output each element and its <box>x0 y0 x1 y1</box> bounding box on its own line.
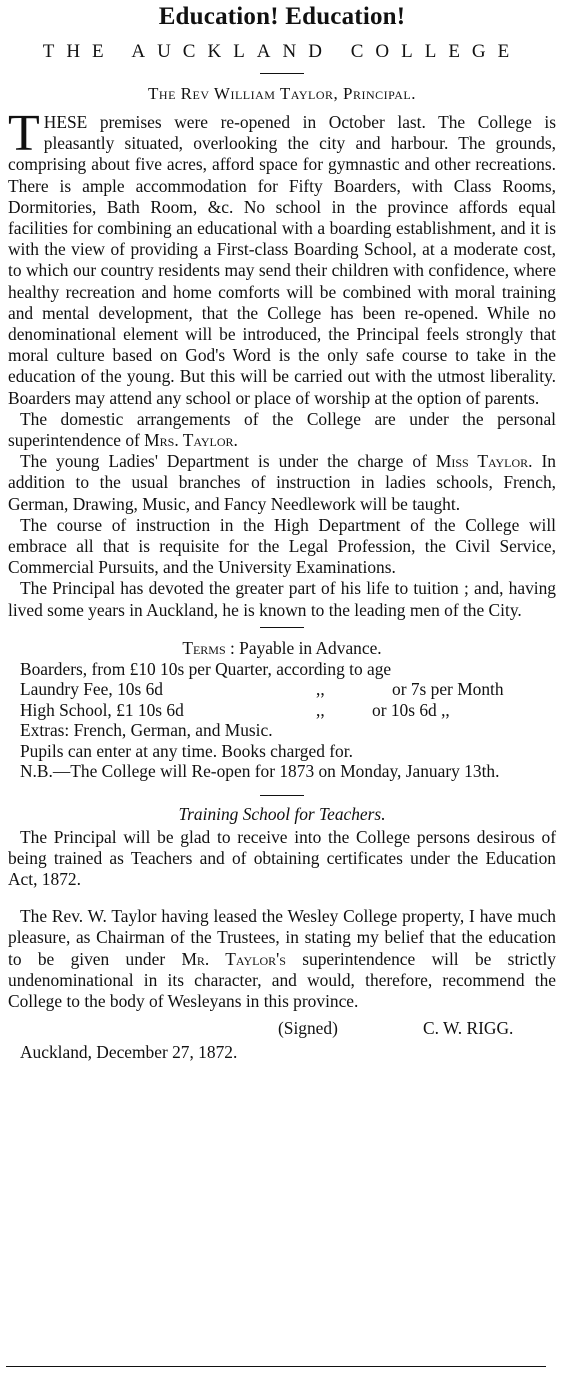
intro-text: HESE premises were re-opened in October last. The College is pleasantly situated, overlooking the city and harbour. The grounds, comprising about five acres, afford space for gymnastic and other recreations. There is ample accommodation for Fifty Boarders, with Class Rooms, Dormitories, Bath Room, &c. No school in the province affords equal facilities for combining an educational with a boarding establishment, and it is with the view of providing a First-class Boarding School, at a moderate cost, to which our country residents may send their children with confidence, where healthy recreation and home comforts will be combined with moral training and mental development, that the College has been re-opened. While no denominational element will be introduced, the Principal feels strongly that moral culture based on God's Word is the only safe course to take in the education of the young. But this will be carried out with the utmost liberality. Boarders may attend any school or place of worship at the option of parents. <box>8 112 556 408</box>
ladies-text-start: The young Ladies' Department is under the charge of <box>20 451 436 472</box>
principal-line: The Rev William Taylor, Principal. <box>148 84 416 103</box>
signed-label: (Signed) <box>278 1018 338 1039</box>
pupils-text: Pupils can enter at any time. Books charged for. <box>20 740 353 761</box>
college-name: THE AUCKLAND COLLEGE <box>42 41 522 62</box>
divider <box>260 73 304 74</box>
ditto-mark: ,, <box>316 679 325 700</box>
terms-heading <box>8 638 556 659</box>
terms-highschool <box>8 700 556 721</box>
training-paragraph: The Principal will be glad to receive into the College persons desirous of being trained as Teachers and of obtaining certificates under the Education Act, 1872. <box>8 826 556 889</box>
training-heading: Training School for Teachers. <box>178 803 386 824</box>
highschool-fee: High School, £1 10s 6d <box>20 699 184 720</box>
mrs-taylor-name: Mrs. Taylor. <box>144 430 238 451</box>
dateline-row <box>8 1042 556 1063</box>
nb-paragraph: N.B.—The College will Re-open for 1873 on Monday, January 13th. <box>20 761 500 782</box>
terms-pupils <box>8 741 556 762</box>
domestic-paragraph <box>8 409 556 451</box>
divider <box>260 795 304 796</box>
ladies-paragraph <box>8 451 556 515</box>
terms-extras <box>8 720 556 741</box>
wesley-text-end: superintendence will be strictly undenominational in its character, and would, therefore, recommend the College to the body of Wesleyans in this province. <box>8 948 556 1011</box>
laundry-monthly: or 7s per Month <box>392 679 504 700</box>
highschool-monthly: or 10s 6d ,, <box>372 699 450 720</box>
miss-taylor-name: Miss Taylor. <box>435 451 533 472</box>
mr-taylor-name: Mr. Taylor's <box>181 948 286 969</box>
terms-rest: Payable in Advance. <box>234 637 382 658</box>
boarders-text: Boarders, from £10 10s per Quarter, according to age <box>20 658 392 679</box>
signature-line <box>8 1018 556 1040</box>
domestic-text: The domestic arrangements of the College are under the personal superintendence of <box>8 408 556 451</box>
ditto-mark: ,, <box>316 699 325 720</box>
terms-label: Terms : <box>182 637 235 658</box>
intro-paragraph <box>8 105 556 409</box>
dateline: Auckland, December 27, 1872. <box>20 1042 238 1063</box>
bottom-rule <box>6 1366 546 1367</box>
terms-boarders <box>8 659 556 680</box>
signatory-name: C. W. RIGG. <box>423 1018 514 1039</box>
wesley-paragraph <box>8 906 556 1012</box>
wesley-text-start: The Rev. W. Taylor having leased the Wesley College property, I have much pleasure, as Chairman of the Trustees, in stating my belief that the education to be given under <box>8 906 556 969</box>
extras-text: Extras: French, German, and Music. <box>20 720 273 741</box>
principal-paragraph: The Principal has devoted the greater part of his life to tuition ; and, having lived some years in Auckland, he is known to the leading men of the City. <box>8 578 556 620</box>
body-text <box>8 105 556 1063</box>
laundry-fee: Laundry Fee, 10s 6d <box>20 679 163 700</box>
ladies-text-end: In addition to the usual branches of instruction in ladies schools, French, German, Drawing, Music, and Fancy Needlework will be taught. <box>8 451 556 514</box>
high-department-paragraph: The course of instruction in the High Department of the College will embrace all that is requisite for the Legal Profession, the Civil Service, Commercial Pursuits, and the University Examinations. <box>8 514 556 578</box>
drop-cap: T <box>8 105 40 162</box>
headline: Education! Education! <box>158 3 406 30</box>
divider <box>260 627 304 628</box>
advertisement <box>8 0 556 1063</box>
terms-laundry <box>8 679 556 700</box>
